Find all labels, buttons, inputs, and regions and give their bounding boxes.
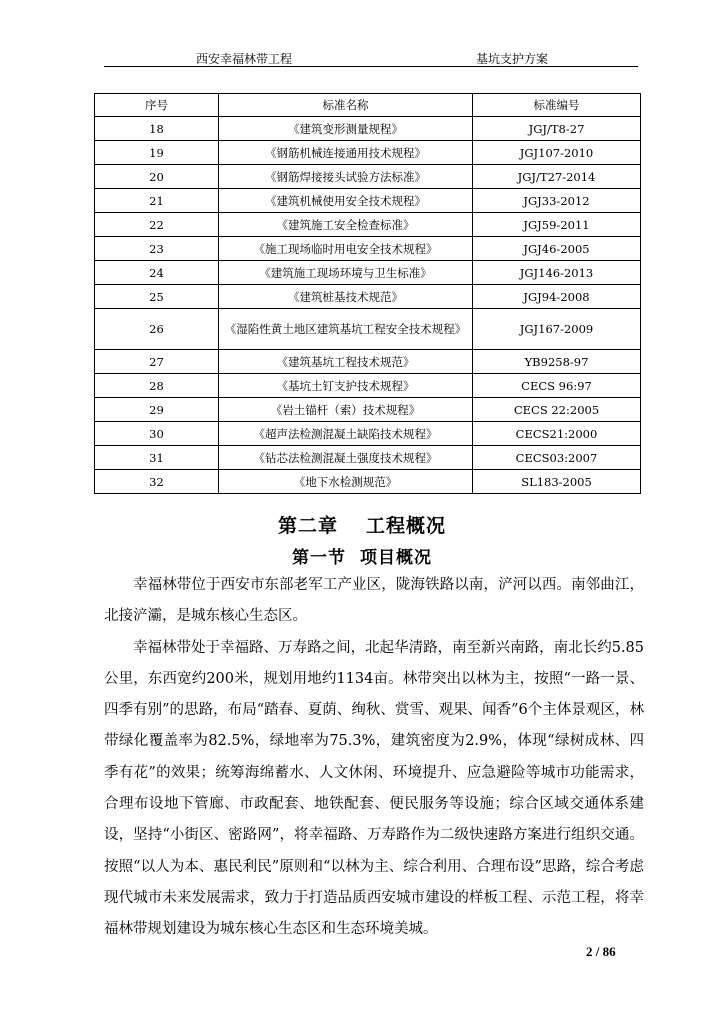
row-index: 26 [95, 309, 219, 350]
paragraph: 幸福林带位于西安市东部老军工产业区，陇海铁路以南，浐河以西。南邻曲江，北接浐灞，是城东核心生态区。 [104, 577, 644, 625]
table-row [95, 374, 641, 398]
standard-code: SL183-2005 [473, 470, 641, 494]
standard-name: 《超声法检测混凝土缺陷技术规程》 [219, 422, 473, 446]
standard-code: JGJ167-2009 [473, 309, 641, 350]
table-row [95, 446, 641, 470]
row-index: 28 [95, 374, 219, 398]
standard-code: JGJ/T27-2014 [473, 165, 641, 189]
standard-name: 《建筑机械使用安全技术规程》 [219, 189, 473, 213]
standards-table [94, 93, 641, 494]
standard-name: 《湿陷性黄土地区建筑基坑工程安全技术规程》 [219, 309, 473, 350]
row-index: 32 [95, 470, 219, 494]
row-index: 20 [95, 165, 219, 189]
standard-name: 《施工现场临时用电安全技术规程》 [219, 237, 473, 261]
column-header-code: 标准编号 [473, 94, 641, 117]
standard-name: 《建筑桩基技术规范》 [219, 285, 473, 309]
row-index: 31 [95, 446, 219, 470]
standard-name: 《建筑变形测量规程》 [219, 117, 473, 141]
section-title: 项目概况 [360, 548, 432, 568]
row-index: 25 [95, 285, 219, 309]
row-index: 23 [95, 237, 219, 261]
table-row [95, 285, 641, 309]
standard-name: 《钢筋焊接接头试验方法标准》 [219, 165, 473, 189]
page-header [104, 46, 638, 67]
row-index: 30 [95, 422, 219, 446]
standard-code: JGJ107-2010 [473, 141, 641, 165]
standard-name: 《基坑土钉支护技术规程》 [219, 374, 473, 398]
standard-name: 《建筑施工安全检查标准》 [219, 213, 473, 237]
section-number: 第一节 [292, 548, 346, 568]
row-index: 24 [95, 261, 219, 285]
row-index: 19 [95, 141, 219, 165]
body-text [104, 570, 644, 946]
table-header-row [95, 94, 641, 117]
standard-code: CECS 22:2005 [473, 398, 641, 422]
chapter-heading [0, 511, 724, 538]
standard-code: JGJ146-2013 [473, 261, 641, 285]
standard-code: JGJ46-2005 [473, 237, 641, 261]
standard-name: 《钢筋机械连接通用技术规程》 [219, 141, 473, 165]
standard-name: 《建筑基坑工程技术规范》 [219, 350, 473, 374]
standard-name: 《地下水检测规范》 [219, 470, 473, 494]
table-row [95, 470, 641, 494]
standard-code: JGJ59-2011 [473, 213, 641, 237]
standard-code: JGJ/T8-27 [473, 117, 641, 141]
paragraph: 幸福林带处于幸福路、万寿路之间，北起华清路，南至新兴南路，南北长约5.85公里，东西宽约200米，规划用地约1134亩。林带突出以林为主，按照“一路一景、四季有别”的思路，布局“踏春、夏荫、绚秋、赏雪、观果、闻香”6个主体景观区，林带绿化覆盖率为82.5%，绿地率为75.3%，建筑密度为2.9%，体现“绿树成林、四季有花”的效果；统筹海绵蓄水、人文休闲、环境提升、应急避险等城市功能需求，合理布设地下管廊、市政配套、地铁配套、便民服务等设施；综合区域交通体系建设，坚持“小街区、密路网”，将幸福路、万寿路作为二级快速路方案进行组织交通。按照“以人为本、惠民利民”原则和“以林为主、综合利用、合理布设”思路，综合考虑现代城市未来发展需求，致力于打造品质西安城市建设的样板工程、示范工程，将幸福林带规划建设为城东核心生态区和生态环境美城。 [104, 639, 644, 938]
standard-name: 《建筑施工现场环境与卫生标准》 [219, 261, 473, 285]
standard-code: JGJ33-2012 [473, 189, 641, 213]
section-heading [0, 543, 724, 568]
standard-code: CECS03:2007 [473, 446, 641, 470]
standard-code: CECS 96:97 [473, 374, 641, 398]
row-index: 29 [95, 398, 219, 422]
table-row [95, 422, 641, 446]
table-row [95, 350, 641, 374]
row-index: 18 [95, 117, 219, 141]
table-row [95, 398, 641, 422]
standard-name: 《岩土锚杆（索）技术规程》 [219, 398, 473, 422]
chapter-number: 第二章 [277, 515, 338, 537]
table-row [95, 141, 641, 165]
header-project-name: 西安幸福林带工程 [196, 52, 293, 66]
chapter-title: 工程概况 [366, 515, 447, 537]
table-row [95, 213, 641, 237]
row-index: 27 [95, 350, 219, 374]
column-header-name: 标准名称 [219, 94, 473, 117]
standard-code: YB9258-97 [473, 350, 641, 374]
standard-code: JGJ94-2008 [473, 285, 641, 309]
column-header-index: 序号 [95, 94, 219, 117]
table-row [95, 309, 641, 350]
page-number: 2 / 86 [586, 944, 616, 959]
standard-code: CECS21:2000 [473, 422, 641, 446]
standard-name: 《钻芯法检测混凝土强度技术规程》 [219, 446, 473, 470]
table-row [95, 117, 641, 141]
table-row [95, 261, 641, 285]
table-row [95, 165, 641, 189]
table-row [95, 237, 641, 261]
header-document-title: 基坑支护方案 [476, 52, 549, 66]
row-index: 22 [95, 213, 219, 237]
row-index: 21 [95, 189, 219, 213]
table-row [95, 189, 641, 213]
